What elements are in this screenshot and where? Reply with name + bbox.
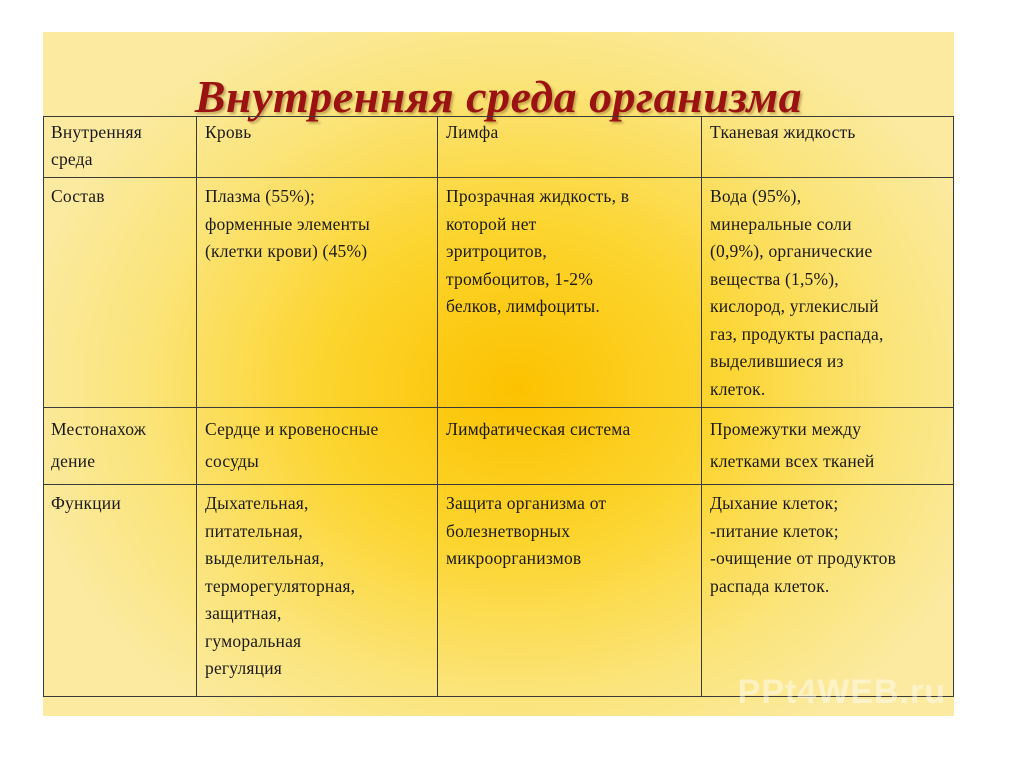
slide bbox=[43, 32, 954, 716]
cell-text: Защита организма от болезнетворных микроорганизмов bbox=[446, 493, 607, 568]
table-cell bbox=[702, 178, 954, 408]
row-label: Функции bbox=[51, 493, 121, 513]
header-cell-lymph bbox=[438, 117, 702, 178]
cell-text: Дыхательная, питательная, выделительная, терморегуляторная, защитная, гуморальная регуляция bbox=[205, 493, 356, 678]
table-cell bbox=[702, 408, 954, 485]
cell-text: Вода (95%), минеральные соли (0,9%), органические вещества (1,5%), кислород, углекислый газ, продукты распада, выделившиеся из клеток. bbox=[710, 186, 884, 399]
cell-text: Промежутки между клетками всех тканей bbox=[710, 419, 875, 471]
row-label: Состав bbox=[51, 186, 105, 206]
table-cell bbox=[197, 178, 438, 408]
slide-title: Внутренняя среда организма bbox=[194, 71, 803, 122]
header-label: Лимфа bbox=[446, 122, 499, 142]
row-label-cell bbox=[44, 178, 197, 408]
table-cell bbox=[438, 485, 702, 697]
cell-text: Сердце и кровеносные сосуды bbox=[205, 419, 379, 471]
table-cell bbox=[438, 408, 702, 485]
cell-text: Дыхание клеток; -питание клеток; -очищение от продуктов распада клеток. bbox=[710, 493, 897, 596]
cell-text: Прозрачная жидкость, в которой нет эритроцитов, тромбоцитов, 1-2% белков, лимфоциты. bbox=[446, 186, 630, 316]
table-cell bbox=[197, 408, 438, 485]
row-label: Местонахож дение bbox=[51, 419, 147, 471]
table-header-row bbox=[44, 117, 954, 178]
header-label: Кровь bbox=[205, 122, 252, 142]
header-label: Внутренняя среда bbox=[51, 122, 142, 169]
comparison-table bbox=[43, 116, 954, 697]
table-cell bbox=[438, 178, 702, 408]
cell-text: Лимфатическая система bbox=[446, 419, 631, 439]
header-cell-blood bbox=[197, 117, 438, 178]
header-cell-tissue-fluid bbox=[702, 117, 954, 178]
row-label-cell bbox=[44, 408, 197, 485]
header-cell-medium bbox=[44, 117, 197, 178]
table-row-location bbox=[44, 408, 954, 485]
table-row-composition bbox=[44, 178, 954, 408]
watermark: PPt4WEB.ru bbox=[737, 673, 946, 711]
row-label-cell bbox=[44, 485, 197, 697]
cell-text: Плазма (55%); форменные элементы (клетки крови) (45%) bbox=[205, 186, 370, 261]
table-cell bbox=[197, 485, 438, 697]
table-cell bbox=[702, 485, 954, 697]
table-row-functions bbox=[44, 485, 954, 697]
header-label: Тканевая жидкость bbox=[710, 122, 856, 142]
